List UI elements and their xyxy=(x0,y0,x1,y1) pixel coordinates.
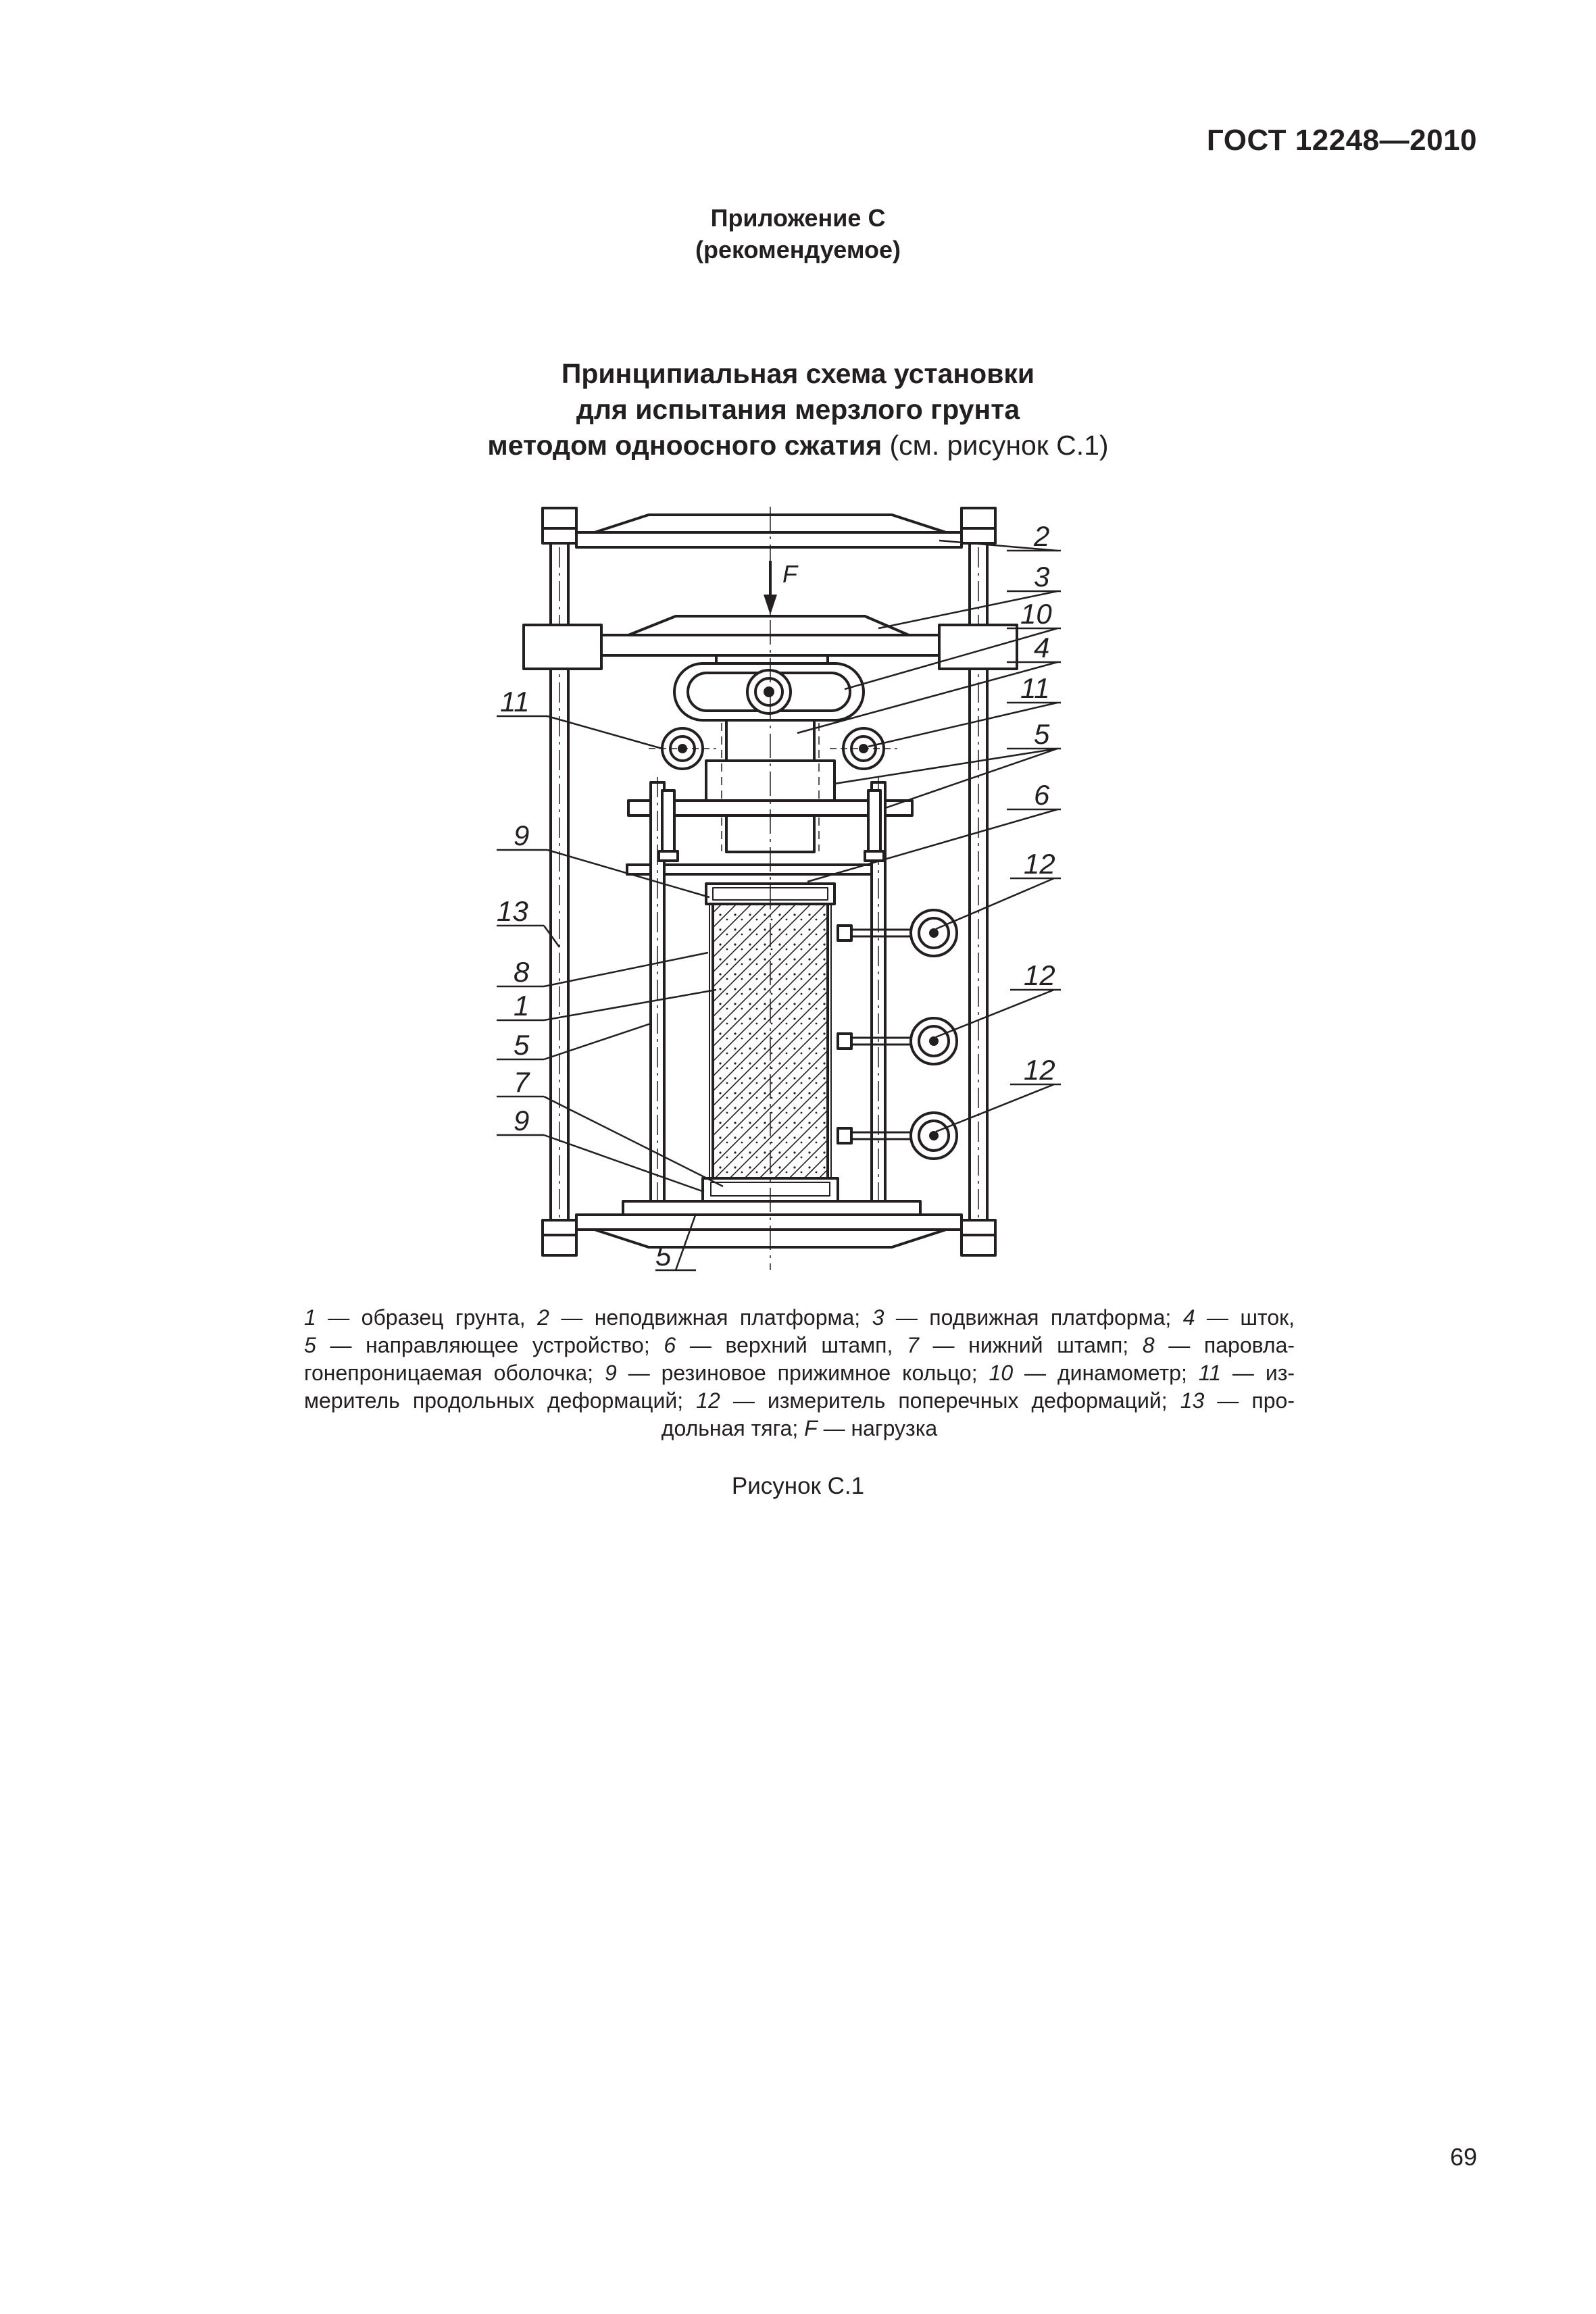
callout-5-bottom: 5 xyxy=(655,1240,672,1272)
legend-text: — измеритель поперечных деформаций; xyxy=(720,1388,1180,1413)
callout-9-bottom: 9 xyxy=(514,1105,530,1136)
callout-6: 6 xyxy=(1034,779,1050,811)
dynamometer xyxy=(674,663,864,720)
callout-10: 10 xyxy=(1020,598,1052,630)
callout-4: 4 xyxy=(1034,632,1050,663)
annex-status: (рекомендуемое) xyxy=(695,236,901,263)
fixed-platform xyxy=(576,515,962,547)
legend-number: 5 xyxy=(304,1333,316,1357)
callout-11-left: 11 xyxy=(500,686,530,718)
legend-text: — резиновое прижимное кольцо; xyxy=(616,1361,989,1385)
callout-1: 1 xyxy=(514,990,530,1022)
callout-5-left: 5 xyxy=(514,1029,530,1061)
legend-number: 2 xyxy=(537,1305,549,1330)
legend-line-1 xyxy=(304,1304,1295,1332)
legend-number: 7 xyxy=(907,1333,919,1357)
legend-number: 4 xyxy=(1182,1305,1195,1330)
callout-12-middle: 12 xyxy=(1024,959,1055,991)
figure-title-line-3-ref: (см. рисунок С.1) xyxy=(882,430,1109,461)
legend-line-4 xyxy=(304,1387,1295,1415)
lateral-gauge-top xyxy=(838,910,957,956)
left-rod xyxy=(543,508,576,1255)
legend-text: — нижний штамп; xyxy=(918,1333,1143,1357)
legend-number: 6 xyxy=(664,1333,676,1357)
test-apparatus-diagram xyxy=(493,493,1101,1290)
legend-number: 12 xyxy=(696,1388,720,1413)
legend-text: — подвижная платформа; xyxy=(884,1305,1183,1330)
legend-number: 11 xyxy=(1198,1361,1221,1385)
force-label: F xyxy=(782,560,797,588)
figure-legend xyxy=(304,1304,1295,1442)
callout-11-right: 11 xyxy=(1020,672,1050,704)
legend-text: — верхний штамп, xyxy=(676,1333,907,1357)
legend-text: — из- xyxy=(1220,1361,1295,1385)
legend-text: — про- xyxy=(1204,1388,1295,1413)
legend-number: 8 xyxy=(1142,1333,1155,1357)
figure-title-line-3-bold: методом одноосного сжатия xyxy=(487,430,882,461)
figure-title-line-1: Принципиальная схема установки xyxy=(561,358,1035,389)
callout-9-top: 9 xyxy=(514,820,530,851)
right-rod xyxy=(962,508,995,1255)
callout-13: 13 xyxy=(497,895,528,927)
callout-3: 3 xyxy=(1034,561,1050,593)
callout-5-right: 5 xyxy=(1034,718,1050,750)
legend-line-5 xyxy=(304,1415,1295,1442)
legend-text: — шток, xyxy=(1195,1305,1295,1330)
lateral-gauge-bottom xyxy=(838,1113,957,1159)
callout-8: 8 xyxy=(514,956,530,988)
base-plate xyxy=(576,1201,962,1247)
figure-caption: Рисунок С.1 xyxy=(731,1473,865,1499)
longitudinal-gauge-right xyxy=(830,728,897,769)
legend-number: 1 xyxy=(304,1305,316,1330)
legend-text: — нагрузка xyxy=(817,1416,938,1440)
legend-number: 9 xyxy=(605,1361,617,1385)
lateral-gauge-middle xyxy=(838,1018,957,1064)
legend-number: 13 xyxy=(1180,1388,1205,1413)
annex-title: Приложение С xyxy=(710,204,886,232)
legend-text: — неподвижная платформа; xyxy=(549,1305,872,1330)
legend-line-3 xyxy=(304,1359,1295,1387)
legend-text: гонепроницаемая оболочка; xyxy=(304,1361,605,1385)
figure-title-line-2: для испытания мерзлого грунта xyxy=(576,394,1020,425)
legend-text: меритель продольных деформаций; xyxy=(304,1388,697,1413)
legend-number: 3 xyxy=(872,1305,884,1330)
legend-number: F xyxy=(804,1416,818,1440)
callout-12-top: 12 xyxy=(1024,848,1055,880)
legend-text: — образец грунта, xyxy=(316,1305,538,1330)
legend-number: 10 xyxy=(989,1361,1014,1385)
callout-7: 7 xyxy=(514,1066,530,1098)
legend-text: — динамометр; xyxy=(1013,1361,1199,1385)
figure-title-line-3 xyxy=(0,428,1596,463)
page-number: 69 xyxy=(1449,2143,1477,2171)
force-arrow xyxy=(764,561,777,615)
legend-text: — направляющее устройство; xyxy=(316,1333,664,1357)
legend-text: дольная тяга; xyxy=(661,1416,805,1440)
callout-12-bottom: 12 xyxy=(1024,1054,1055,1086)
legend-line-2 xyxy=(304,1332,1295,1359)
legend-text: — паровла- xyxy=(1154,1333,1295,1357)
standard-number: ГОСТ 12248—2010 xyxy=(1206,124,1477,157)
callout-2: 2 xyxy=(1034,520,1050,552)
